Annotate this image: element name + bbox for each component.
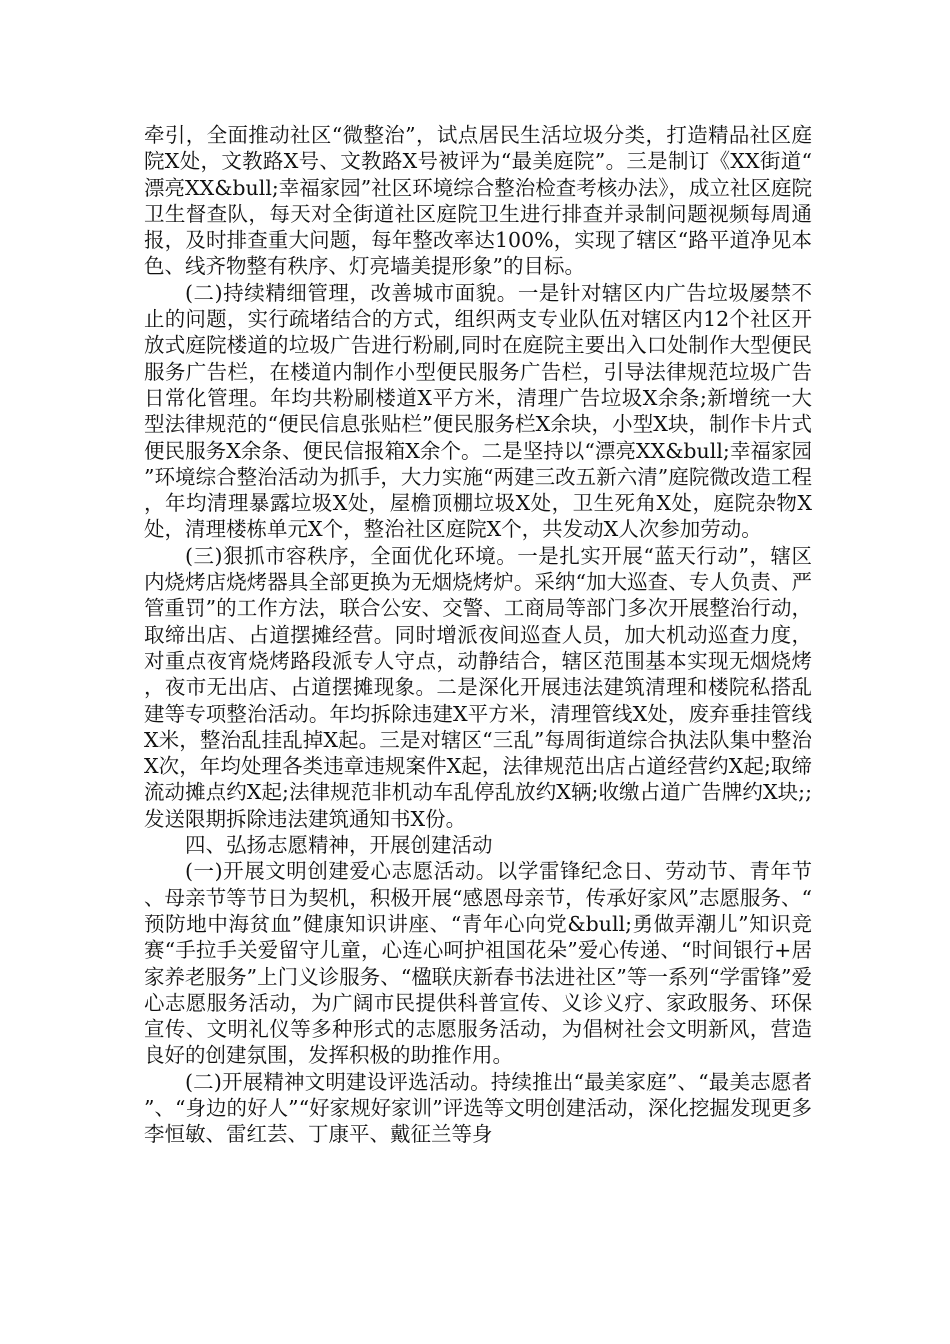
- paragraph-volunteer-activities: (一)开展文明创建爱心志愿活动。以学雷锋纪念日、劳动节、青年节、母亲节等节日为契机，积极开展“感恩母亲节，传承好家风”志愿服务、“预防地中海贫血”健康知识讲座、“青年心向党&bull;勇做弄潮儿”知识竞赛“手拉手关爱留守儿童，心连心呵护祖国花朵”爱心传递、“时间银行+居家养老服务”上门义诊服务、“楹联庆新春书法进社区”等一系列“学雷锋”爱心志愿服务活动，为广阔市民提供科普宣传、义诊义疗、家政服务、环保宣传、文明礼仪等多种形式的志愿服务活动，为倡树社会文明新风，营造良好的创建氛围，发挥积极的助推作用。: [144, 859, 812, 1068]
- paragraph-city-order: (三)狠抓市容秩序，全面优化环境。一是扎实开展“蓝天行动”，辖区内烧烤店烧烤器具全部更换为无烟烧烤炉。采纳“加大巡查、专人负责、严管重罚”的工作方法，联合公安、交警、工商局等部门多次开展整治行动，取缔出店、占道摆摊经营。同时增派夜间巡查人员，加大机动巡查力度，对重点夜宵烧烤路段派专人守点，动静结合，辖区范围基本实现无烟烧烤，夜市无出店、占道摆摊现象。二是深化开展违法建筑清理和楼院私搭乱建等专项整治活动。年均拆除违建X平方米，清理管线X处，废弃垂挂管线X米，整治乱挂乱掉X起。三是对辖区“三乱”每周街道综合执法队集中整治X次，年均处理各类违章违规案件X起，法律规范出店占道经营约X起;取缔流动摊点约X起;法律规范非机动车乱停乱放约X辆;收缴占道广告牌约X块;;发送限期拆除违法建筑通知书X份。: [144, 543, 812, 831]
- document-body: [144, 122, 812, 1148]
- section-heading-volunteer-spirit: 四、弘扬志愿精神，开展创建活动: [185, 833, 493, 858]
- paragraph-environment-rectification-tail: 牵引，全面推动社区“微整治”，试点居民生活垃圾分类，打造精品社区庭院X处，文教路X号、文教路X号被评为“最美庭院”。三是制订《XX街道“漂亮XX&bull;幸福家园”社区环境综合整治检查考核办法》，成立社区庭院卫生督查队，每天对全街道社区庭院卫生进行排查并录制问题视频每周通报，及时排查重大问题，每年整改率达100%，实现了辖区“路平道净见本色、线齐物整有秩序、灯亮墙美提形象”的目标。: [144, 123, 813, 279]
- paragraph-civilization-selection: (二)开展精神文明建设评选活动。持续推出“最美家庭”、“最美志愿者”、“身边的好人”“好家规好家训”评选等文明创建活动，深化挖掘发现更多李恒敏、雷红芸、丁康平、戴征兰等身: [144, 1069, 812, 1147]
- paragraph-fine-management: (二)持续精细管理，改善城市面貌。一是针对辖区内广告垃圾屡禁不止的问题，实行疏堵结合的方式，组织两支专业队伍对辖区内12个社区开放式庭院楼道的垃圾广告进行粉刷,同时在庭院主要出入口处制作大型便民服务广告栏，在楼道内制作小型便民服务广告栏，引导法律规范垃圾广告日常化管理。年均共粉刷楼道X平方米，清理广告垃圾X余条;新增统一大型法律规范的“便民信息张贴栏”便民服务栏X余块，小型X块，制作卡片式便民服务X余条、便民信报箱X余个。二是坚持以“漂亮XX&bull;幸福家园”环境综合整治活动为抓手，大力实施“两建三改五新六清”庭院微改造工程，年均清理暴露垃圾X处，屋檐顶棚垃圾X处，卫生死角X处，庭院杂物X处，清理楼栋单元X个，整治社区庭院X个，共发动X人次参加劳动。: [144, 280, 812, 542]
